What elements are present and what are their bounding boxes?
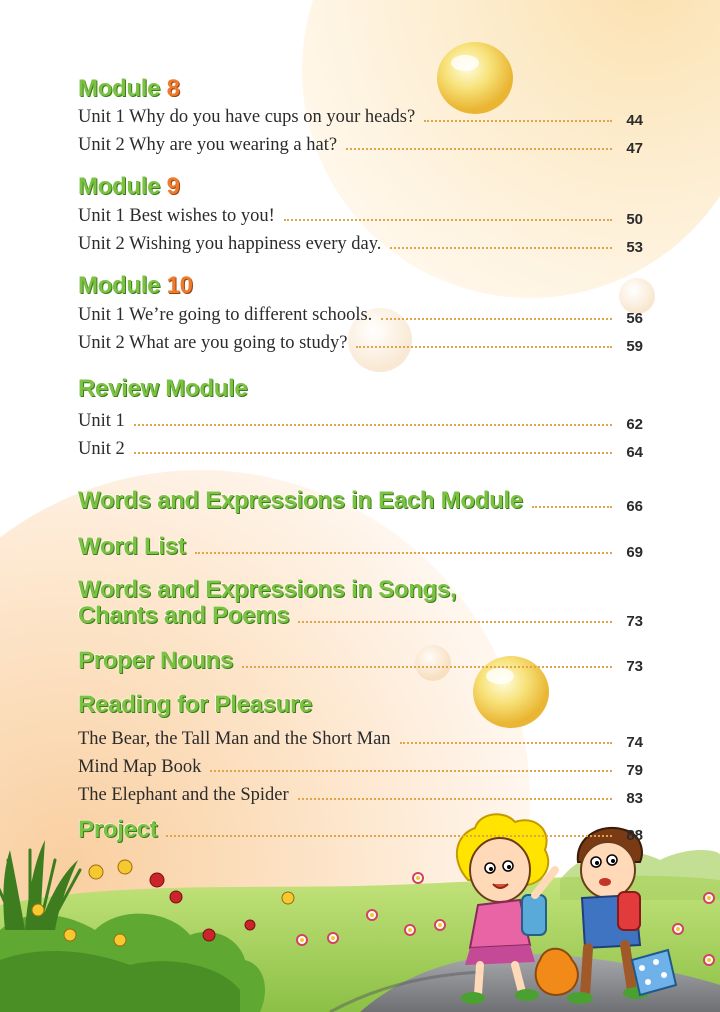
page-number: 59 (626, 338, 643, 355)
page-number: 88 (626, 827, 643, 844)
leader-dots (195, 552, 612, 554)
module-number: 9 (166, 173, 180, 200)
leader-dots (400, 742, 612, 744)
leader-dots (424, 120, 612, 122)
leader-dots (390, 247, 612, 249)
toc-section-entry[interactable] (78, 817, 643, 843)
entry-label: Unit 1 (78, 411, 125, 431)
leader-dots (298, 621, 612, 623)
module-9-heading: Module 9 (78, 173, 180, 200)
entry-label: Unit 1 We’re going to different schools. (78, 305, 373, 325)
entry-label: Unit 2 (78, 439, 125, 459)
entry-label: Unit 1 Best wishes to you! (78, 206, 275, 226)
toc-entry[interactable] (78, 134, 643, 156)
leader-dots (166, 835, 612, 837)
page-number: 64 (626, 444, 643, 461)
toc-entry[interactable] (78, 438, 643, 460)
page-number: 50 (626, 211, 643, 228)
module-8-heading: Module 8 (78, 75, 180, 102)
toc-section-entry[interactable] (78, 488, 643, 514)
toc-entry[interactable] (78, 728, 643, 750)
entry-label: Mind Map Book (78, 757, 202, 777)
module-10-heading: Module 10 (78, 272, 193, 299)
section-label: Word List (78, 533, 186, 560)
leader-dots (134, 452, 612, 454)
toc-entry[interactable] (78, 332, 643, 354)
page-number: 79 (626, 762, 643, 779)
toc-section-entry[interactable] (78, 648, 643, 674)
leader-dots (381, 318, 612, 320)
leader-dots (284, 219, 612, 221)
reading-heading: Reading for Pleasure (78, 691, 313, 718)
toc-entry[interactable] (78, 106, 643, 128)
leader-dots (532, 506, 612, 508)
page-number: 83 (626, 790, 643, 807)
page-number: 66 (626, 498, 643, 515)
entry-label: The Elephant and the Spider (78, 785, 289, 805)
page-number: 73 (626, 658, 643, 675)
toc-section-entry[interactable] (78, 534, 643, 560)
leader-dots (210, 770, 612, 772)
module-number: 10 (166, 272, 193, 299)
section-label: Proper Nouns (78, 647, 234, 674)
toc-songs-entry[interactable] (78, 576, 643, 629)
leader-dots (298, 798, 612, 800)
toc-entry[interactable] (78, 233, 643, 255)
entry-label: Unit 2 Wishing you happiness every day. (78, 234, 382, 254)
page-number: 44 (626, 112, 643, 129)
entry-label: Unit 2 What are you going to study? (78, 333, 348, 353)
entry-label: Unit 2 Why are you wearing a hat? (78, 135, 338, 155)
leader-dots (134, 424, 612, 426)
toc-entry[interactable] (78, 756, 643, 778)
review-module-heading: Review Module (78, 375, 248, 402)
leader-dots (242, 666, 612, 668)
page-number: 56 (626, 310, 643, 327)
page-number: 73 (626, 613, 643, 630)
section-label-line-2: Chants and Poems (78, 602, 290, 629)
section-label: Project (78, 816, 158, 843)
page-number: 47 (626, 140, 643, 157)
toc-entry[interactable] (78, 784, 643, 806)
toc-entry[interactable] (78, 304, 643, 326)
section-label: Words and Expressions in Each Module (78, 487, 523, 514)
page-number: 74 (626, 734, 643, 751)
page-number: 53 (626, 239, 643, 256)
entry-label: The Bear, the Tall Man and the Short Man (78, 729, 391, 749)
entry-label: Unit 1 Why do you have cups on your heads? (78, 107, 416, 127)
leader-dots (346, 148, 612, 150)
toc-entry[interactable] (78, 205, 643, 227)
toc-entry[interactable] (78, 410, 643, 432)
module-number: 8 (166, 75, 180, 102)
toc-songs-line-2 (78, 603, 643, 629)
page-number: 62 (626, 416, 643, 433)
page-number: 69 (626, 544, 643, 561)
leader-dots (356, 346, 612, 348)
section-label-line-1: Words and Expressions in Songs, (78, 576, 457, 603)
